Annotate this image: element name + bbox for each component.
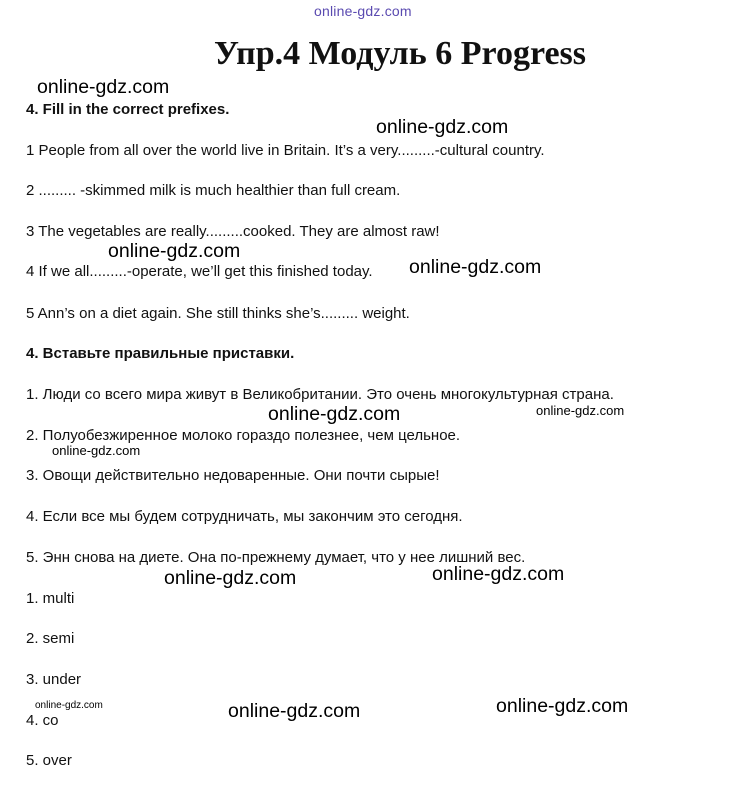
english-item-2: 2 ......... -skimmed milk is much healthier than full cream. <box>26 182 401 199</box>
watermark: online-gdz.com <box>35 700 103 711</box>
watermark: online-gdz.com <box>536 403 625 418</box>
watermark: online-gdz.com <box>228 700 361 722</box>
watermark: online-gdz.com <box>108 240 241 262</box>
answer-1: 1. multi <box>26 590 75 607</box>
russian-heading: 4. Вставьте правильные приставки. <box>26 345 295 362</box>
answer-4: 4. co <box>26 712 59 729</box>
english-heading: 4. Fill in the correct prefixes. <box>26 101 230 118</box>
answer-3: 3. under <box>26 671 82 688</box>
answer-5: 5. over <box>26 752 72 769</box>
watermark-top: online-gdz.com <box>314 3 412 19</box>
watermark: online-gdz.com <box>409 256 542 278</box>
answer-2: 2. semi <box>26 630 75 647</box>
english-item-1: 1 People from all over the world live in Britain. It’s a very.........-cultural country. <box>26 142 545 159</box>
watermark: online-gdz.com <box>52 443 141 458</box>
russian-item-3: 3. Овощи действительно недоваренные. Они почти сырые! <box>26 467 440 484</box>
russian-item-4: 4. Если все мы будем сотрудничать, мы закончим это сегодня. <box>26 508 463 525</box>
watermark: online-gdz.com <box>268 403 401 425</box>
english-item-5: 5 Ann’s on a diet again. She still thinks she’s......... weight. <box>26 305 410 322</box>
watermark: online-gdz.com <box>164 567 297 589</box>
russian-item-1: 1. Люди со всего мира живут в Великобритании. Это очень многокультурная страна. <box>26 386 614 403</box>
watermark: online-gdz.com <box>496 695 629 717</box>
watermark: online-gdz.com <box>37 76 170 98</box>
russian-item-2: 2. Полуобезжиренное молоко гораздо полезнее, чем цельное. <box>26 427 461 444</box>
watermark: online-gdz.com <box>376 116 509 138</box>
english-item-4: 4 If we all.........-operate, we’ll get this finished today. <box>26 263 373 280</box>
page-title: Упр.4 Модуль 6 Progress <box>213 35 586 72</box>
english-item-3: 3 The vegetables are really.........cooked. They are almost raw! <box>26 223 440 240</box>
watermark: online-gdz.com <box>432 563 565 585</box>
russian-item-5: 5. Энн снова на диете. Она по-прежнему думает, что у нее лишний вес. <box>26 549 526 566</box>
